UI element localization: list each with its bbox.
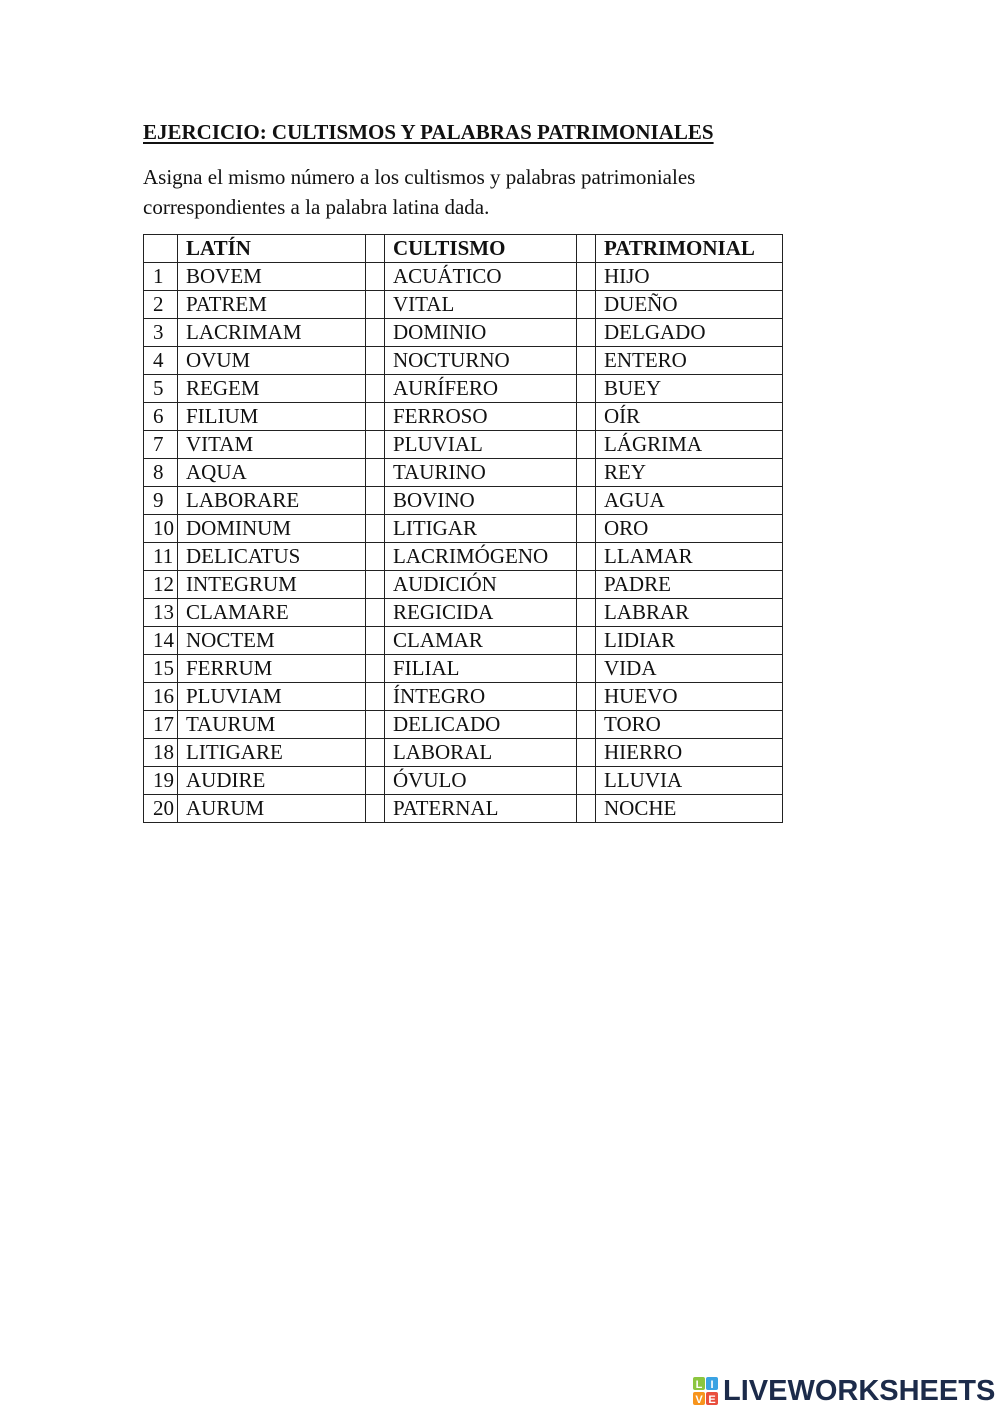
liveworksheets-logo-text: LIVEWORKSHEETS xyxy=(723,1374,996,1407)
latin-word: PLUVIAM xyxy=(178,683,366,711)
patrimonial-answer-box[interactable] xyxy=(577,795,596,823)
patrimonial-answer-box[interactable] xyxy=(577,263,596,291)
patrimonial-word: HIERRO xyxy=(596,739,783,767)
cultismo-word: NOCTURNO xyxy=(385,347,577,375)
latin-word: OVUM xyxy=(178,347,366,375)
row-number: 7 xyxy=(144,431,178,459)
cultismo-answer-box[interactable] xyxy=(366,375,385,403)
patrimonial-word: DELGADO xyxy=(596,319,783,347)
patrimonial-answer-box[interactable] xyxy=(577,767,596,795)
table-row xyxy=(144,543,783,571)
patrimonial-answer-box[interactable] xyxy=(577,375,596,403)
patrimonial-word: LÁGRIMA xyxy=(596,431,783,459)
cultismo-answer-box[interactable] xyxy=(366,459,385,487)
cultismo-word: ACUÁTICO xyxy=(385,263,577,291)
patrimonial-answer-box[interactable] xyxy=(577,319,596,347)
cultismo-word: PLUVIAL xyxy=(385,431,577,459)
header-number xyxy=(144,235,178,263)
row-number: 10 xyxy=(144,515,178,543)
cultismo-answer-box[interactable] xyxy=(366,403,385,431)
latin-word: BOVEM xyxy=(178,263,366,291)
cultismo-answer-box[interactable] xyxy=(366,795,385,823)
table-row xyxy=(144,739,783,767)
table-row xyxy=(144,627,783,655)
instructions-line-2: correspondientes a la palabra latina dada. xyxy=(143,195,490,219)
latin-word: LACRIMAM xyxy=(178,319,366,347)
cultismo-word: BOVINO xyxy=(385,487,577,515)
cultismo-word: LACRIMÓGENO xyxy=(385,543,577,571)
table-header-row xyxy=(144,235,783,263)
instructions xyxy=(143,162,803,222)
table-row xyxy=(144,459,783,487)
row-number: 4 xyxy=(144,347,178,375)
cultismo-answer-box[interactable] xyxy=(366,431,385,459)
header-cultismo: CULTISMO xyxy=(385,235,577,263)
latin-word: DELICATUS xyxy=(178,543,366,571)
header-blank-cultismo xyxy=(366,235,385,263)
cultismo-answer-box[interactable] xyxy=(366,347,385,375)
patrimonial-word: AGUA xyxy=(596,487,783,515)
row-number: 11 xyxy=(144,543,178,571)
table-row xyxy=(144,375,783,403)
svg-text:E: E xyxy=(708,1394,716,1406)
row-number: 13 xyxy=(144,599,178,627)
row-number: 20 xyxy=(144,795,178,823)
latin-word: LITIGARE xyxy=(178,739,366,767)
row-number: 8 xyxy=(144,459,178,487)
cultismo-word: LABORAL xyxy=(385,739,577,767)
patrimonial-answer-box[interactable] xyxy=(577,459,596,487)
patrimonial-word: HUEVO xyxy=(596,683,783,711)
cultismo-word: FILIAL xyxy=(385,655,577,683)
patrimonial-answer-box[interactable] xyxy=(577,571,596,599)
patrimonial-answer-box[interactable] xyxy=(577,599,596,627)
row-number: 15 xyxy=(144,655,178,683)
row-number: 1 xyxy=(144,263,178,291)
table-row xyxy=(144,795,783,823)
svg-text:I: I xyxy=(710,1379,714,1391)
row-number: 19 xyxy=(144,767,178,795)
patrimonial-word: PADRE xyxy=(596,571,783,599)
patrimonial-word: LLUVIA xyxy=(596,767,783,795)
cultismo-answer-box[interactable] xyxy=(366,571,385,599)
patrimonial-word: NOCHE xyxy=(596,795,783,823)
cultismo-word: REGICIDA xyxy=(385,599,577,627)
table-row xyxy=(144,655,783,683)
cultismo-answer-box[interactable] xyxy=(366,767,385,795)
latin-word: INTEGRUM xyxy=(178,571,366,599)
row-number: 16 xyxy=(144,683,178,711)
cultismo-answer-box[interactable] xyxy=(366,627,385,655)
cultismo-word: AUDICIÓN xyxy=(385,571,577,599)
patrimonial-word: HIJO xyxy=(596,263,783,291)
patrimonial-answer-box[interactable] xyxy=(577,627,596,655)
patrimonial-word: LLAMAR xyxy=(596,543,783,571)
cultismo-answer-box[interactable] xyxy=(366,515,385,543)
patrimonial-answer-box[interactable] xyxy=(577,431,596,459)
cultismo-answer-box[interactable] xyxy=(366,487,385,515)
cultismo-word: DOMINIO xyxy=(385,319,577,347)
latin-word: CLAMARE xyxy=(178,599,366,627)
cultismo-answer-box[interactable] xyxy=(366,319,385,347)
cultismo-word: CLAMAR xyxy=(385,627,577,655)
table-row xyxy=(144,571,783,599)
patrimonial-word: ENTERO xyxy=(596,347,783,375)
cultismo-answer-box[interactable] xyxy=(366,739,385,767)
latin-word: NOCTEM xyxy=(178,627,366,655)
cultismo-word: ÍNTEGRO xyxy=(385,683,577,711)
table-row xyxy=(144,319,783,347)
cultismo-answer-box[interactable] xyxy=(366,263,385,291)
cultismo-answer-box[interactable] xyxy=(366,599,385,627)
header-latin: LATÍN xyxy=(178,235,366,263)
latin-word: TAURUM xyxy=(178,711,366,739)
table-row xyxy=(144,347,783,375)
patrimonial-answer-box[interactable] xyxy=(577,543,596,571)
patrimonial-answer-box[interactable] xyxy=(577,347,596,375)
patrimonial-answer-box[interactable] xyxy=(577,515,596,543)
latin-word: DOMINUM xyxy=(178,515,366,543)
table-row xyxy=(144,599,783,627)
patrimonial-word: REY xyxy=(596,459,783,487)
row-number: 6 xyxy=(144,403,178,431)
row-number: 2 xyxy=(144,291,178,319)
latin-word: REGEM xyxy=(178,375,366,403)
liveworksheets-logo xyxy=(693,1375,995,1407)
header-patrimonial: PATRIMONIAL xyxy=(596,235,783,263)
row-number: 12 xyxy=(144,571,178,599)
patrimonial-word: VIDA xyxy=(596,655,783,683)
cultismo-answer-box[interactable] xyxy=(366,291,385,319)
cultismo-word: PATERNAL xyxy=(385,795,577,823)
patrimonial-word: LIDIAR xyxy=(596,627,783,655)
svg-text:L: L xyxy=(695,1379,703,1391)
matching-table xyxy=(143,234,783,823)
cultismo-answer-box[interactable] xyxy=(366,543,385,571)
row-number: 18 xyxy=(144,739,178,767)
cultismo-word: TAURINO xyxy=(385,459,577,487)
latin-word: FILIUM xyxy=(178,403,366,431)
latin-word: AQUA xyxy=(178,459,366,487)
patrimonial-answer-box[interactable] xyxy=(577,403,596,431)
table-row xyxy=(144,487,783,515)
patrimonial-answer-box[interactable] xyxy=(577,655,596,683)
patrimonial-word: BUEY xyxy=(596,375,783,403)
liveworksheets-logo-icon xyxy=(693,1375,719,1407)
patrimonial-answer-box[interactable] xyxy=(577,487,596,515)
cultismo-answer-box[interactable] xyxy=(366,711,385,739)
patrimonial-word: DUEÑO xyxy=(596,291,783,319)
patrimonial-word: OÍR xyxy=(596,403,783,431)
table-row xyxy=(144,263,783,291)
patrimonial-answer-box[interactable] xyxy=(577,711,596,739)
table-row xyxy=(144,767,783,795)
table-row xyxy=(144,431,783,459)
patrimonial-answer-box[interactable] xyxy=(577,739,596,767)
cultismo-word: AURÍFERO xyxy=(385,375,577,403)
patrimonial-answer-box[interactable] xyxy=(577,683,596,711)
latin-word: FERRUM xyxy=(178,655,366,683)
latin-word: AUDIRE xyxy=(178,767,366,795)
cultismo-answer-box[interactable] xyxy=(366,655,385,683)
latin-word: AURUM xyxy=(178,795,366,823)
instructions-line-1: Asigna el mismo número a los cultismos y palabras patrimoniales xyxy=(143,165,696,189)
latin-word: VITAM xyxy=(178,431,366,459)
row-number: 3 xyxy=(144,319,178,347)
cultismo-word: VITAL xyxy=(385,291,577,319)
patrimonial-word: ORO xyxy=(596,515,783,543)
cultismo-word: DELICADO xyxy=(385,711,577,739)
cultismo-word: ÓVULO xyxy=(385,767,577,795)
exercise-title: EJERCICIO: CULTISMOS Y PALABRAS PATRIMONIALES xyxy=(143,120,714,144)
row-number: 17 xyxy=(144,711,178,739)
latin-word: PATREM xyxy=(178,291,366,319)
table-row xyxy=(144,403,783,431)
cultismo-answer-box[interactable] xyxy=(366,683,385,711)
row-number: 5 xyxy=(144,375,178,403)
patrimonial-word: TORO xyxy=(596,711,783,739)
latin-word: LABORARE xyxy=(178,487,366,515)
header-blank-patrimonial xyxy=(577,235,596,263)
cultismo-word: FERROSO xyxy=(385,403,577,431)
patrimonial-answer-box[interactable] xyxy=(577,291,596,319)
table-row xyxy=(144,683,783,711)
table-row xyxy=(144,711,783,739)
table-row xyxy=(144,515,783,543)
row-number: 9 xyxy=(144,487,178,515)
row-number: 14 xyxy=(144,627,178,655)
svg-text:V: V xyxy=(695,1394,703,1406)
patrimonial-word: LABRAR xyxy=(596,599,783,627)
cultismo-word: LITIGAR xyxy=(385,515,577,543)
table-row xyxy=(144,291,783,319)
